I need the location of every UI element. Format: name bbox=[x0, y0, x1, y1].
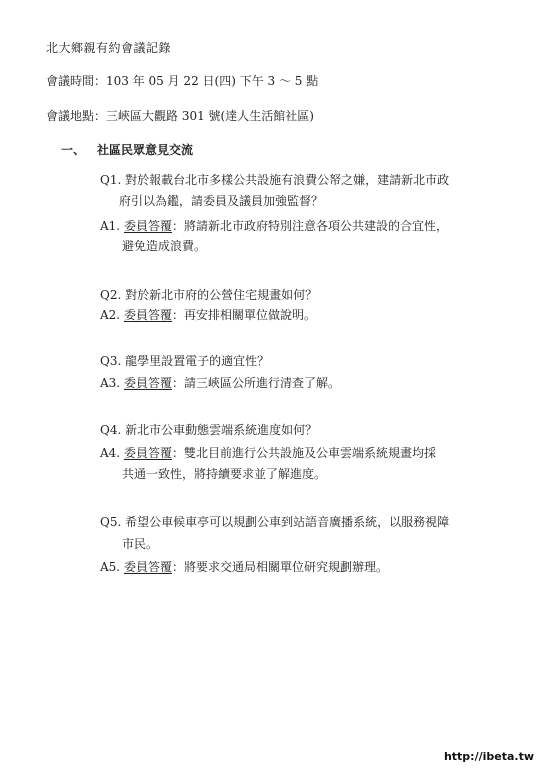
question-number: Q5. bbox=[100, 515, 122, 529]
answer-label: 委員答覆 bbox=[123, 376, 172, 390]
question-4 bbox=[100, 422, 317, 438]
question-1-cont bbox=[119, 193, 323, 209]
question-text-line: 龍學里設置電子的適宜性？ bbox=[125, 354, 270, 368]
answer-number: A4. bbox=[100, 446, 121, 460]
question-number: Q2. bbox=[100, 288, 122, 302]
question-number: Q4. bbox=[100, 423, 122, 437]
document-title: 北大鄉親有約會議記錄 bbox=[46, 41, 172, 55]
answer-2 bbox=[100, 307, 316, 323]
section-number: 一、 bbox=[61, 143, 86, 157]
answer-5 bbox=[100, 559, 388, 575]
question-text-line: 府引以為鑑，請委員及議員加強監督？ bbox=[119, 194, 324, 208]
question-1 bbox=[100, 172, 449, 188]
answer-1 bbox=[100, 218, 448, 234]
answer-label: 委員答覆 bbox=[123, 308, 172, 322]
meeting-time: 會議時間：103 年 05 月 22 日(四) 下午 3 ～ 5 點 bbox=[46, 74, 319, 88]
question-2 bbox=[100, 287, 317, 303]
answer-text-line: 避免造成浪費。 bbox=[122, 239, 207, 253]
question-text-line: 市民。 bbox=[122, 537, 159, 551]
answer-text-line: ：請三峽區公所進行清查了解。 bbox=[171, 376, 340, 390]
question-text-line: 新北市公車動態雲端系統進度如何？ bbox=[125, 423, 318, 437]
question-5 bbox=[100, 514, 449, 530]
answer-label: 委員答覆 bbox=[123, 219, 172, 233]
question-number: Q1. bbox=[100, 173, 122, 187]
question-5-cont bbox=[122, 536, 158, 552]
meeting-place: 會議地點：三峽區大觀路 301 號(達人生活館社區) bbox=[46, 109, 314, 123]
answer-text-line: ：將請新北市政府特別注意各項公共建設的合宜性， bbox=[171, 219, 448, 233]
answer-text-line: ：雙北目前進行公共設施及公車雲端系統規畫均採 bbox=[171, 446, 436, 460]
question-text-line: 對於新北市府的公營住宅規畫如何？ bbox=[125, 288, 318, 302]
answer-label: 委員答覆 bbox=[123, 560, 172, 574]
question-number: Q3. bbox=[100, 354, 122, 368]
section-title: 社區民眾意見交流 bbox=[97, 143, 194, 157]
answer-number: A5. bbox=[100, 560, 121, 574]
question-3 bbox=[100, 353, 269, 369]
answer-text-line: ：將要求交通局相關單位研究規劃辦理。 bbox=[171, 560, 388, 574]
answer-number: A1. bbox=[100, 219, 121, 233]
question-text-line: 對於報載台北市多樣公共設施有浪費公帑之嫌，建請新北市政 bbox=[125, 173, 450, 187]
answer-4 bbox=[100, 445, 436, 461]
question-text-line: 希望公車候車亭可以規劃公車到站語音廣播系統，以服務視障 bbox=[125, 515, 450, 529]
watermark-url: http://ibeta.tw bbox=[441, 749, 537, 764]
answer-text-line: ：再安排相關單位做說明。 bbox=[171, 308, 316, 322]
answer-4-cont bbox=[122, 466, 326, 482]
section-heading bbox=[61, 142, 193, 158]
answer-label: 委員答覆 bbox=[123, 446, 172, 460]
answer-1-cont bbox=[122, 238, 206, 254]
answer-3 bbox=[100, 375, 340, 391]
answer-text-line: 共通一致性，將持續要求並了解進度。 bbox=[122, 467, 327, 481]
answer-number: A2. bbox=[100, 308, 121, 322]
answer-number: A3. bbox=[100, 376, 121, 390]
